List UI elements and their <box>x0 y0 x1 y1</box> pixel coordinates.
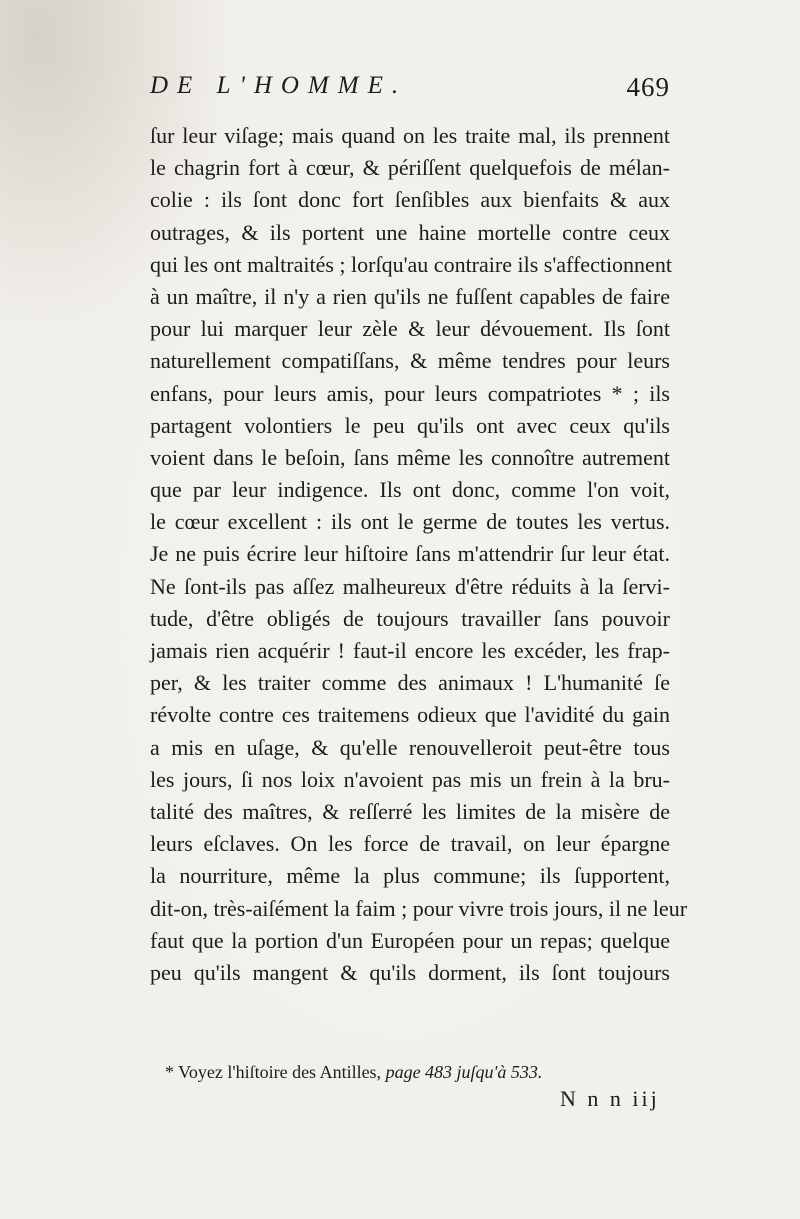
text-line: a mis en uſage, & qu'elle renouvelleroit peut-être tous <box>150 734 670 760</box>
text-line: talité des maîtres, & reſſerré les limites de la misère de <box>150 798 670 824</box>
text-line: les jours, ſi nos loix n'avoient pas mis un frein à la bru- <box>150 766 670 792</box>
text-line: le cœur excellent : ils ont le germe de toutes les vertus. <box>150 509 670 535</box>
text-line: la nourriture, même la plus commune; ils ſupportent, <box>150 863 670 889</box>
text-line: que par leur indigence. Ils ont donc, comme l'on voit, <box>150 477 670 503</box>
text-line: Ne ſont-ils pas aſſez malheureux d'être réduits à la ſervi- <box>150 573 670 599</box>
text-line: à un maître, il n'y a rien qu'ils ne fuſſent capables de faire <box>150 283 670 309</box>
text-line: Je ne puis écrire leur hiſtoire ſans m'attendrir ſur leur état. <box>150 541 670 567</box>
text-line: partagent volontiers le peu qu'ils ont avec ceux qu'ils <box>150 412 670 438</box>
text-line: peu qu'ils mangent & qu'ils dorment, ils ſont toujours <box>150 959 670 985</box>
text-line: faut que la portion d'un Européen pour un repas; quelque <box>150 927 670 953</box>
text-line: ſur leur viſage; mais quand on les traite mal, ils prennent <box>150 123 670 148</box>
text-line: naturellement compatiſſans, & même tendres pour leurs <box>150 348 670 374</box>
text-line: tude, d'être obligés de toujours travailler ſans pouvoir <box>150 605 670 631</box>
footnote-text: * Voyez l'hiſtoire des Antilles, <box>165 1062 382 1082</box>
text-line: révolte contre ces traitemens odieux que l'avidité du gain <box>150 702 670 728</box>
text-line: voient dans le beſoin, ſans même les connoître autrement <box>150 444 670 470</box>
text-line: le chagrin fort à cœur, & périſſent quelquefois de mélan- <box>150 155 670 181</box>
body-text <box>150 120 688 989</box>
footnote-reference: page 483 juſqu'à 533. <box>385 1062 543 1082</box>
text-line: per, & les traiter comme des animaux ! L'humanité ſe <box>150 670 670 696</box>
text-line: outrages, & ils portent une haine mortelle contre ceux <box>150 219 670 245</box>
running-head: DE L'HOMME. <box>150 72 408 99</box>
text-line: dit-on, très-aiſément la faim ; pour vivre trois jours, il ne leur <box>150 895 688 921</box>
text-line: leurs eſclaves. On les force de travail, on leur épargne <box>150 831 670 857</box>
page-header <box>150 72 670 112</box>
page-number: 469 <box>626 72 670 102</box>
text-line: jamais rien acquérir ! faut-il encore les excéder, les frap- <box>150 638 670 663</box>
text-line: qui les ont maltraités ; lorſqu'au contraire ils s'affectionnent <box>150 251 672 277</box>
signature-mark: N n n iij <box>560 1086 660 1111</box>
text-line: pour lui marquer leur zèle & leur dévouement. Ils ſont <box>150 316 670 342</box>
footnote <box>165 1062 625 1083</box>
text-line: colie : ils ſont donc fort ſenſibles aux bienfaits & aux <box>150 187 670 213</box>
text-line: enfans, pour leurs amis, pour leurs compatriotes * ; ils <box>150 380 670 406</box>
